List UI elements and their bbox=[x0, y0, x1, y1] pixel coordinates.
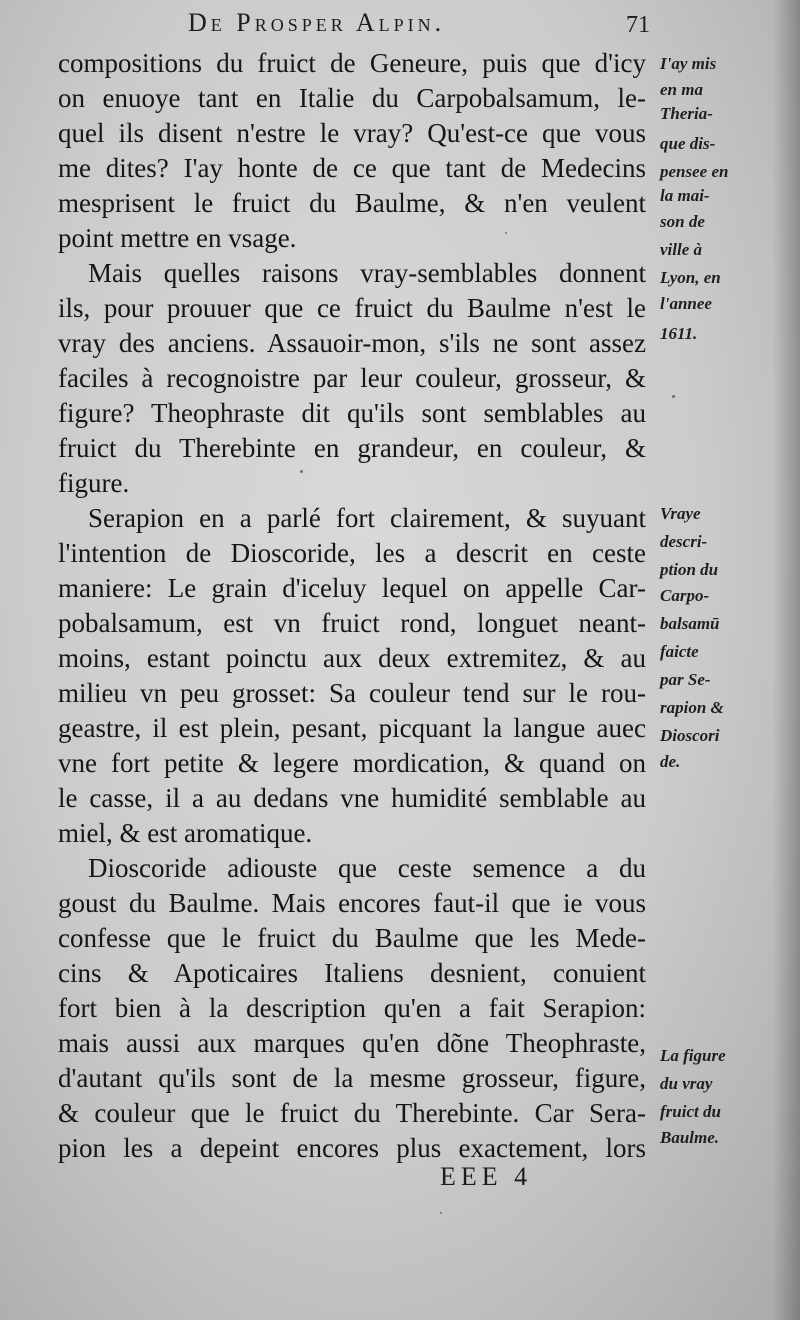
text-line: goust du Baulme. Mais encores faut-il que ie vous bbox=[58, 888, 646, 918]
text-line: mesprisent le fruict du Baulme, & n'en veulent bbox=[58, 188, 646, 218]
text-line: vray des anciens. Assauoir-mon, s'ils ne sont assez bbox=[58, 328, 646, 358]
text-line: me dites? I'ay honte de ce que tant de Medecins bbox=[58, 153, 646, 183]
margin-line: Baulme. bbox=[660, 1128, 720, 1147]
text-line: on enuoye tant en Italie du Carpobalsamum, le- bbox=[58, 83, 646, 113]
margin-line: fruict du bbox=[660, 1102, 721, 1121]
margin-line: du vray bbox=[660, 1074, 713, 1093]
text-line: maniere: Le grain d'iceluy lequel on appelle Car- bbox=[58, 573, 646, 603]
margin-line: son de bbox=[660, 212, 705, 231]
text-line: Mais quelles raisons vray-semblables donnent bbox=[88, 258, 646, 288]
text-line: point mettre en vsage. bbox=[58, 223, 297, 253]
margin-line: pensee en bbox=[660, 162, 729, 181]
text-line: moins, estant poinctu aux deux extremitez, & au bbox=[58, 643, 646, 673]
paper-speck bbox=[300, 470, 303, 473]
margin-line: faicte bbox=[660, 642, 699, 661]
text-line: vne fort petite & legere mordication, & quand on bbox=[58, 748, 646, 778]
text-line: figure. bbox=[58, 468, 130, 498]
text-line: milieu vn peu grosset: Sa couleur tend sur le rou- bbox=[58, 678, 646, 708]
margin-line: en ma bbox=[660, 80, 703, 99]
text-line: geastre, il est plein, pesant, picquant la langue auec bbox=[58, 713, 646, 743]
text-line: faciles à recognoistre par leur couleur, grosseur, & bbox=[58, 363, 646, 393]
text-line: figure? Theophraste dit qu'ils sont semblables au bbox=[58, 398, 646, 428]
margin-line: par Se- bbox=[660, 670, 711, 689]
margin-line: ville à bbox=[660, 240, 703, 259]
text-line: fruict du Therebinte en grandeur, en couleur, & bbox=[58, 433, 646, 463]
text-line: confesse que le fruict du Baulme que les Mede- bbox=[58, 923, 646, 953]
paper-speck bbox=[672, 395, 675, 398]
margin-line: I'ay mis bbox=[660, 54, 717, 73]
paper-speck bbox=[440, 1212, 442, 1214]
margin-line: balsamū bbox=[660, 614, 720, 633]
margin-line: l'annee bbox=[660, 294, 712, 313]
paper-speck bbox=[505, 232, 507, 234]
margin-line: 1611. bbox=[660, 324, 698, 343]
margin-line: Theria- bbox=[660, 104, 713, 123]
margin-line: de. bbox=[660, 752, 681, 771]
margin-line: ption du bbox=[660, 560, 719, 579]
margin-line: Carpo- bbox=[660, 586, 710, 605]
signature-mark: EEE 4 bbox=[440, 1162, 533, 1191]
text-line: compositions du fruict de Geneure, puis que d'icy bbox=[58, 48, 646, 78]
page-number: 71 bbox=[626, 12, 650, 38]
margin-line: que dis- bbox=[660, 134, 716, 153]
text-line: & couleur que le fruict du Therebinte. Car Sera- bbox=[58, 1098, 646, 1128]
margin-line: descri- bbox=[660, 532, 708, 551]
margin-line: Vraye bbox=[660, 504, 701, 523]
margin-line: Lyon, en bbox=[660, 268, 721, 287]
margin-line: Dioscori bbox=[660, 726, 720, 745]
text-line: pion les a depeint encores plus exactement, lors bbox=[58, 1133, 646, 1163]
margin-line: la mai- bbox=[660, 186, 710, 205]
text-line: mais aussi aux marques qu'en dõne Theophraste, bbox=[58, 1028, 646, 1058]
text-line: le casse, il a au dedans vne humidité semblable au bbox=[58, 783, 646, 813]
text-line: fort bien à la description qu'en a fait Serapion: bbox=[58, 993, 646, 1023]
running-title: De Prosper Alpin. bbox=[188, 8, 446, 37]
text-line: pobalsamum, est vn fruict rond, longuet neant- bbox=[58, 608, 646, 638]
margin-line: La figure bbox=[660, 1046, 726, 1065]
margin-line: rapion & bbox=[660, 698, 724, 717]
text-line: l'intention de Dioscoride, les a descrit en ceste bbox=[58, 538, 646, 568]
text-line: Serapion en a parlé fort clairement, & suyuant bbox=[88, 503, 646, 533]
text-line: ils, pour prouuer que ce fruict du Baulme n'est le bbox=[58, 293, 646, 323]
text-line: miel, & est aromatique. bbox=[58, 818, 313, 848]
text-line: Dioscoride adiouste que ceste semence a du bbox=[88, 853, 646, 883]
text-line: d'autant qu'ils sont de la mesme grosseur, figure, bbox=[58, 1063, 646, 1093]
text-line: quel ils disent n'estre le vray? Qu'est-ce que vous bbox=[58, 118, 646, 148]
text-line: cins & Apoticaires Italiens desnient, conuient bbox=[58, 958, 646, 988]
